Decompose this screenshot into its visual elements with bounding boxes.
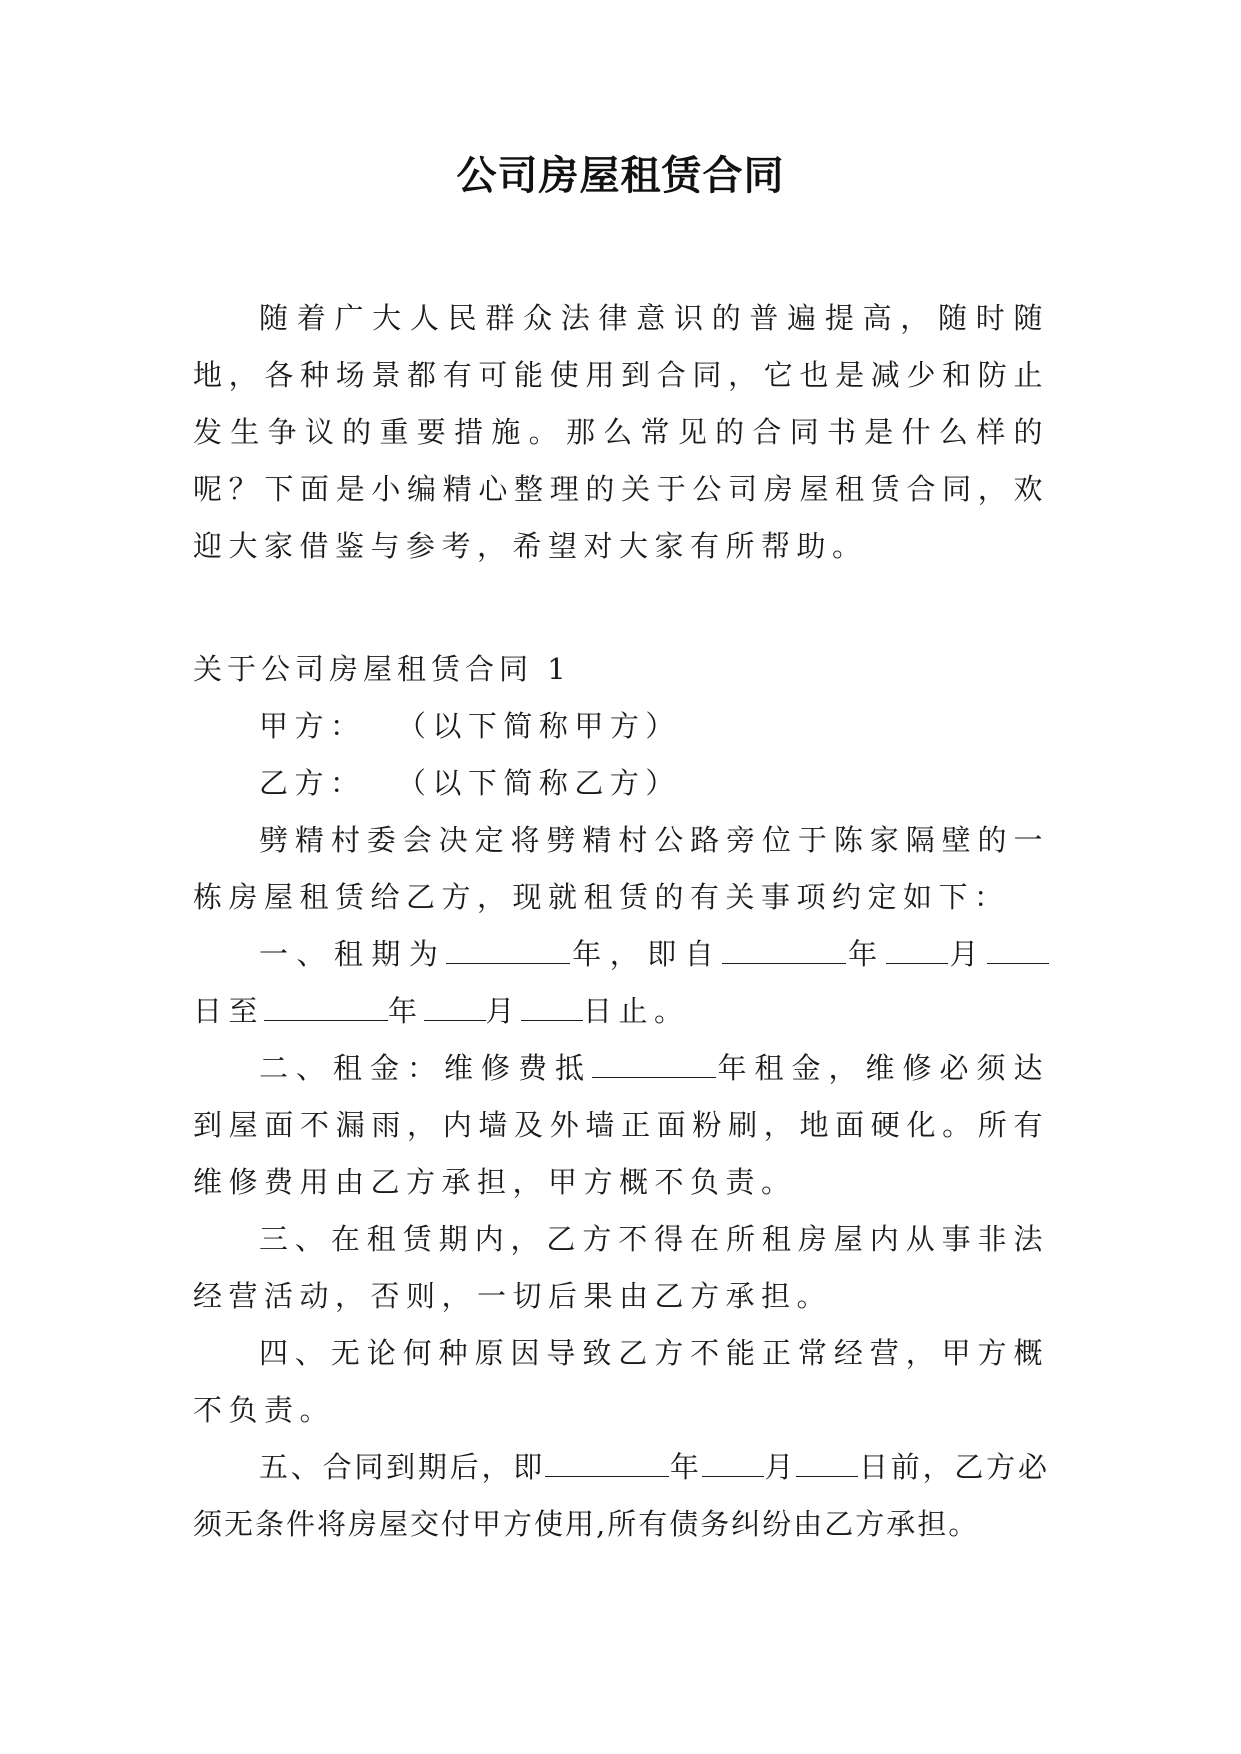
clause-3-paragraph: 三、在租赁期内，乙方不得在所租房屋内从事非法经营活动，否则，一切后果由乙方承担。: [193, 1222, 1049, 1313]
clause-2-text-a: 二、租金：维修费抵: [259, 1051, 592, 1085]
blank-end-year: [264, 994, 388, 1021]
clause-5-text-b: 年: [669, 1450, 702, 1484]
blank-return-month: [702, 1450, 764, 1477]
blank-end-month: [424, 994, 486, 1021]
blank-rent-years: [592, 1051, 716, 1078]
clause-1-text-c: 年: [846, 937, 886, 971]
section-spacer: [193, 575, 1049, 641]
clause-1-text-e: 日至: [193, 994, 265, 1028]
clause-5-paragraph: [193, 1439, 1049, 1553]
clause-5-text-a: 五、合同到期后，即: [259, 1450, 546, 1484]
party-a-line: 甲方： （以下简称甲方）: [259, 709, 681, 743]
clause-1-text-a: 一、租期为: [259, 937, 447, 971]
clause-4-paragraph: 四、无论何种原因导致乙方不能正常经营，甲方概不负责。: [193, 1336, 1049, 1427]
intro-paragraph: 随着广大人民群众法律意识的普遍提高，随时随地，各种场景都有可能使用到合同，它也是减少和防止发生争议的重要措施。那么常见的合同书是什么样的呢？下面是小编精心整理的关于公司房屋租赁合同，欢迎大家借鉴与参考，希望对大家有所帮助。: [193, 301, 1049, 563]
clause-2-paragraph: [193, 1040, 1049, 1211]
preamble-paragraph: 劈精村委会决定将劈精村公路旁位于陈家隔壁的一栋房屋租赁给乙方，现就租赁的有关事项约定如下：: [193, 823, 1049, 914]
clause-1-paragraph: [193, 926, 1049, 1040]
clause-1-text-f: 年: [388, 994, 424, 1028]
clause-1-text-d: 月: [947, 937, 987, 971]
blank-term-years: [446, 937, 570, 964]
blank-start-year: [722, 937, 846, 964]
blank-end-day: [521, 994, 583, 1021]
contract-heading: 关于公司房屋租赁合同 1: [193, 652, 571, 686]
document-body: [193, 290, 1049, 1553]
clause-1-text-b: 年，即自: [570, 937, 723, 971]
clause-5-text-c: 月: [763, 1450, 797, 1484]
clause-2-text-b: 年租金，维修必须达到屋面不漏雨，内墙及外墙正面粉刷，地面硬化。所有维修费用由乙方承担，甲方概不负责。: [193, 1051, 1049, 1199]
blank-return-day: [796, 1450, 858, 1477]
party-b-line: 乙方： （以下简称乙方）: [259, 766, 681, 800]
blank-return-year: [545, 1450, 669, 1477]
document-title: 公司房屋租赁合同: [456, 153, 785, 199]
clause-1-text-h: 日止。: [583, 994, 690, 1028]
blank-start-day: [987, 937, 1049, 964]
clause-5-text-d: 日前，乙方必须无条件将房屋交付甲方使用,所有债务纠纷由乙方承担。: [193, 1450, 1049, 1541]
blank-start-month: [886, 937, 948, 964]
clause-1-text-g: 月: [485, 994, 522, 1028]
